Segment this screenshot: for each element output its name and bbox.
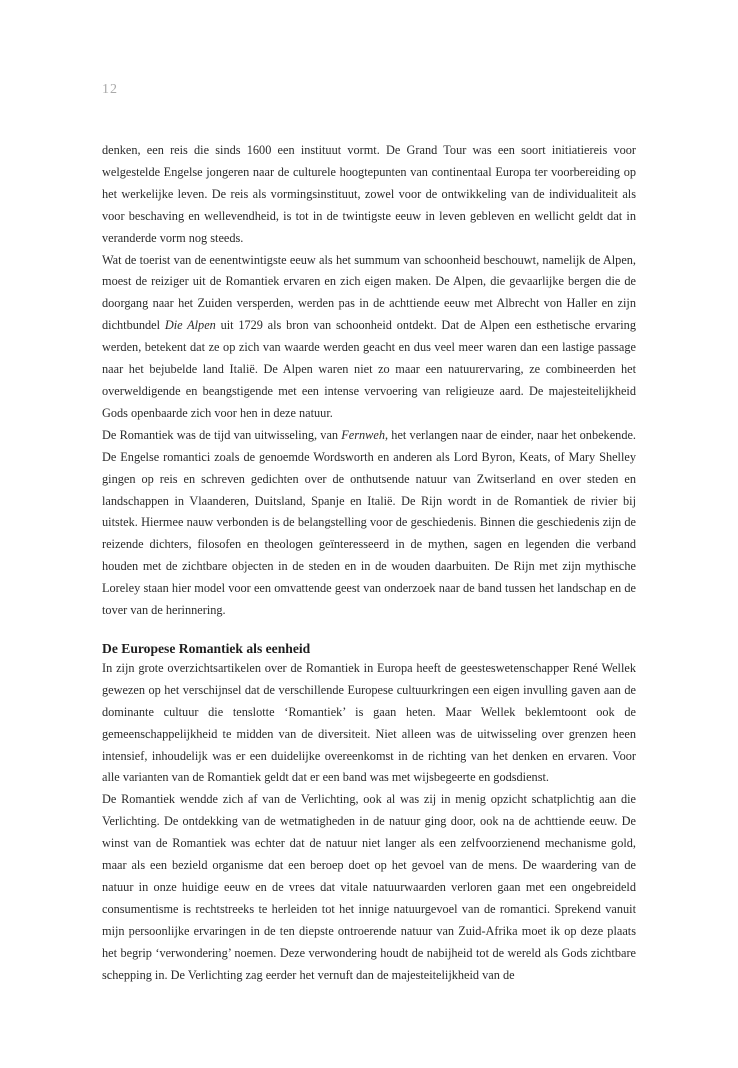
paragraph-alpen-part-1: Wat de toerist van de eenentwintigste eeuw als het summum van schoonheid beschouwt, namelijk de Alpen, moest de reiziger uit de Romantiek ervaren en zich eigen maken. De Alpen, die gevaarlijke bergen die de doorgang naar het Zuiden versperden, werden pas in de achttiende eeuw met Albrecht von Haller en zijn dichtbundel [102,252,636,333]
paragraph-fernweh [102,425,636,622]
body-text [102,140,636,987]
term-fernweh: Fernweh [341,427,385,442]
section-heading: De Europese Romantiek als eenheid [102,640,311,656]
paragraph-fernweh-part-2: , het verlangen naar de einder, naar het onbekende. De Engelse romantici zoals de genoemde Wordsworth en anderen als Lord Byron, Keats, of Mary Shelley gingen op reis en schreven gedichten over de onthutsende natuur van Zwitserland en over steden en landschappen in Vlaanderen, Duitsland, Spanje en Italië. De Rijn wordt in de Romantiek de rivier bij uitstek. Hiermee nauw verbonden is de belangstelling voor de geschiedenis. Binnen die geschiedenis zijn de reizende dichters, filosofen en theologen geïnteresseerd in de mythen, sagen en legenden die verband houden met de zichtbare objecten in de steden en in de wouden daarbuiten. De Rijn met zijn mythische Loreley staan hier model voor een omvattende geest van onderzoek naar de band tussen het landschap en de tover van de herinnering. [102,427,636,618]
book-title-die-alpen: Die Alpen [164,318,216,333]
paragraph-wellek: In zijn grote overzichtsartikelen over de Romantiek in Europa heeft de geesteswetenschapper René Wellek gewezen op het verschijnsel dat de verschillende Europese cultuurkringen een eigen invulling gaven aan de dominante cultuur die tenslotte ‘Romantiek’ is gaan heten. Maar Wellek beklemtoont ook de gemeenschappelijkheid te midden van de diversiteit. Niet alleen was de uitwisseling over grenzen heen intensief, inhoudelijk was er een duidelijke overeenkomst in de richting van het denken en ervaren. Voor alle varianten van de Romantiek geldt dat er een band was met wijsbegeerte en godsdienst. [102,660,636,785]
paragraph-grand-tour: denken, een reis die sinds 1600 een instituut vormt. De Grand Tour was een soort initiatiereis voor welgestelde Engelse jongeren naar de culturele hoogtepunten van continentaal Europa ter voorbereiding op het werkelijke leven. De reis als vormingsinstituut, zowel voor de ontwikkeling van de individualiteit als voor beschaving en wellevendheid, is tot in de twintigste eeuw in leven gebleven en wellicht geldt dat in veranderde vorm nog steeds. [102,143,636,245]
paragraph-fernweh-part-1: De Romantiek was de tijd van uitwisseling, van [102,427,342,442]
paragraph-alpen-part-2: uit 1729 als bron van schoonheid ontdekt. Dat de Alpen een esthetische ervaring werden, betekent dat ze op zich van waarde werden geacht en dus veel meer waren dan een lastige passage naar het bejubelde land Italië. De Alpen waren niet zo maar een natuurervaring, ze combineerden het overweldigende en beangstigende met een intense vervoering van religieuze aard. De majesteitelijkheid Gods openbaarde zich voor hen in deze natuur. [102,318,636,420]
paragraph-alpen [102,250,636,425]
page-number: 12 [102,82,118,97]
paragraph-verlichting: De Romantiek wendde zich af van de Verlichting, ook al was zij in menig opzicht schatplichtig aan die Verlichting. De ontdekking van de wetmatigheden in de natuur ging door, ook na de achttiende eeuw. De winst van de Romantiek was echter dat de natuur niet langer als een zelfvoorzienend mechanisme gold, maar als een bezield organisme dat een beroep doet op het gevoel van de mens. De waardering van de natuur in onze huidige eeuw en de vrees dat vitale natuurwaarden verloren gaan met een ongebreideld consumentisme is rechtstreeks te herleiden tot het innige natuurgevoel van de romantici. Sprekend vanuit mijn persoonlijke ervaringen in de ten diepste ontroerende natuur van Zuid-Afrika moet ik op deze plaats het begrip ‘verwondering’ noemen. Deze verwondering houdt de nabijheid tot de wereld als Gods zichtbare schepping in. De Verlichting zag eerder het vernuft dan de majesteitelijkheid van de [102,792,636,982]
